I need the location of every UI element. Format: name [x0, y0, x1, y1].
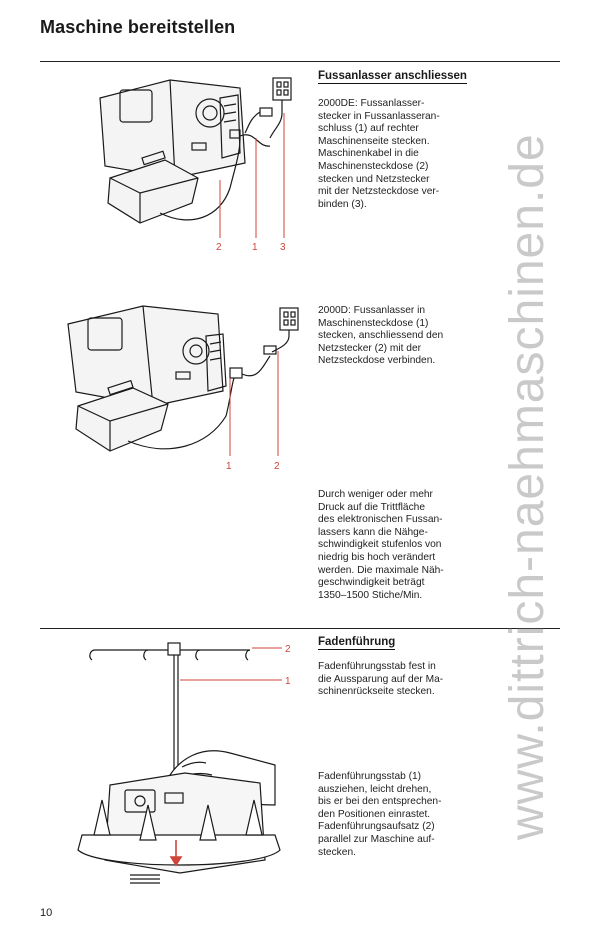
text-speed-info: Durch weniger oder mehr Druck auf die Trittfläche des elektronischen Fussan- lassers kann die Nähge- schwindigkeit stufenlos von niedrig bis hoch verändert werden. Die maximale Näh- geschwindigkeit beträgt 1350–1500 Stiche/Min.	[318, 489, 444, 601]
fig2-label-1: 1	[226, 461, 232, 472]
figure-thread-guide	[70, 635, 305, 890]
top-divider	[40, 61, 560, 62]
section-divider	[40, 628, 560, 629]
fig1-label-1: 1	[252, 242, 258, 253]
fig3-label-2: 2	[285, 644, 291, 655]
watermark: www.dittrich-naehmaschinen.de	[501, 133, 554, 840]
fig3-label-1: 1	[285, 676, 291, 687]
section-heading-foot-control: Fussanlasser anschliessen	[318, 70, 467, 82]
figure-foot-control-2000d	[58, 296, 308, 481]
text-thread-guide-adjust: Fadenführungsstab (1) ausziehen, leicht drehen, bis er bei den entsprechen- den Positionen einrastet. Fadenführungsaufsatz (2) parallel zur Maschine auf- stecken.	[318, 771, 442, 858]
text-2000d-instructions: 2000D: Fussanlasser in Maschinensteckdose (1) stecken, anschliessend den Netzstecker (2) mit der Netzsteckdose verbinden.	[318, 305, 444, 367]
fig2-label-2: 2	[274, 461, 280, 472]
section-heading-thread-guide: Fadenführung	[318, 636, 396, 648]
text-2000de-instructions: 2000DE: Fussanlasser- stecker in Fussanlasseran- schluss (1) auf rechter Maschinenseite stecken. Maschinenkabel in die Maschinensteckdose (2) stecken und Netzstecker mit der Netzsteckdose ver- binden (3).	[318, 98, 440, 210]
text-thread-guide-mount: Fadenführungsstab fest in die Aussparung auf der Ma- schinenrückseite stecken.	[318, 661, 444, 698]
figure-foot-control-2000de	[80, 68, 310, 258]
page-number: 10	[40, 907, 53, 919]
page-title: Maschine bereitstellen	[40, 17, 236, 37]
fig1-label-3: 3	[280, 242, 286, 253]
fig1-label-2: 2	[216, 242, 222, 253]
